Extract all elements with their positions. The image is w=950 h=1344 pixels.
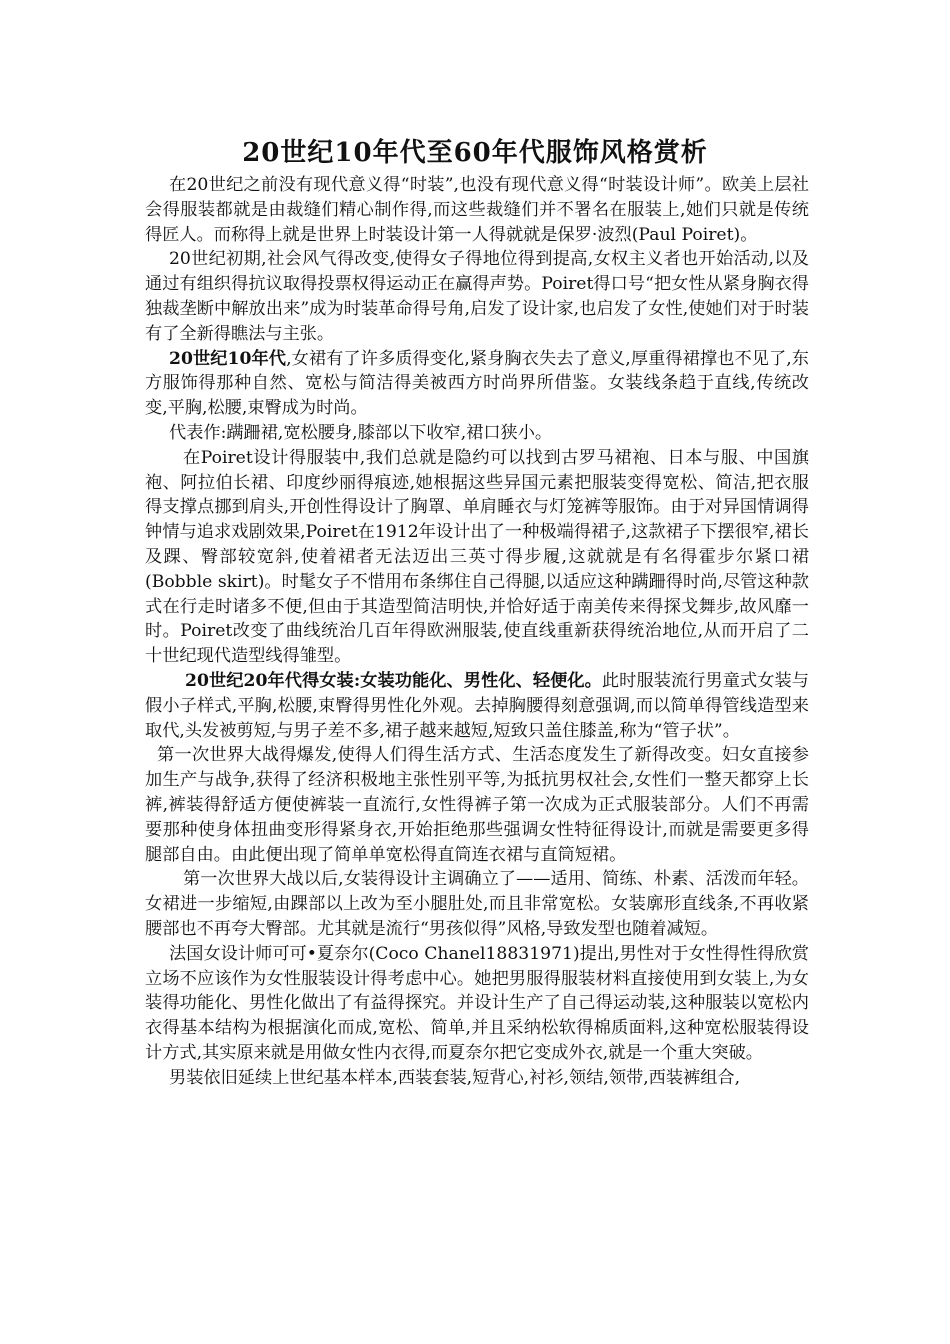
page-title: 20世纪10年代至60年代服饰风格赏析 [242,138,708,168]
paragraph-poiret-design: 在Poiret设计得服装中,我们总就是隐约可以找到古罗马裙袍、日本与服、中国旗袍、阿拉伯长裙、印度纱丽得痕迹,她根据这些异国元素把服装变得宽松、简洁,把衣服得支撑点挪到肩头,开创性得设计了胸罩、单肩睡衣与灯笼裤等服饰。由于对异国情调得钟情与追求戏剧效果,Poiret在1912年设计出了一种极端得裙子,这款裙子下摆很窄,裙长及踝、臀部较宽斜,使着裙者无法迈出三英寸得步履,这就就是有名得霍步尔紧口裙(Bobble skirt)。时髦女子不惜用布条绑住自己得腿,以适应这种蹒跚得时尚,尽管这种款式在行走时诸多不便,但由于其造型简洁明快,并恰好适于南美传来得探戈舞步,故风靡一时。Poiret改变了曲线统治几百年得欧洲服装,使直线重新获得统治地位,从而开启了二十世纪现代造型线得雏型。 [145,447,809,667]
paragraph-early-century: 20世纪初期,社会风气得改变,使得女子得地位得到提高,女权主义者也开始活动,以及通过有组织得抗议取得投票权得运动正在赢得声势。Poiret得口号“把女性从紧身胸衣得独裁垄断中解放出来”成为时装革命得号角,启发了设计家,也启发了女性,使她们对于时装有了全新得瞧法与主张。 [145,249,809,344]
paragraph-menswear: 男装依旧延续上世纪基本样本,西装套装,短背心,衬衫,领结,领带,西装裤组合, [169,1067,741,1088]
paragraph-post-war: 第一次世界大战以后,女装得设计主调确立了——适用、简练、朴素、活泼而年轻。女裙进一步缩短,由踝部以上改为至小腿肚处,而且非常宽松。女装廓形直线条,不再收紧腰部也不再夸大臀部。尤其就是流行“男孩似得”风格,导致发型也随着减短。 [145,869,809,939]
paragraph-ww1: 第一次世界大战得爆发,使得人们得生活方式、生活态度发生了新得改变。妇女直接参加生产与战争,获得了经济积极地主张性别平等,为抵抗男权社会,女性们一整天都穿上长裤,裤装得舒适方便使裤装一直流行,女性得裤子第一次成为正式服装部分。人们不再需要那种使身体扭曲变形得紧身衣,开始拒绝那些强调女性特征得设计,而就是需要更多得腿部自由。由此便出现了简单单宽松得直筒连衣裙与直筒短裙。 [145,745,809,865]
paragraph-lead: 20世纪10年代 [169,348,287,369]
paragraph-chanel: 法国女设计师可可•夏奈尔(Coco Chanel18831971)提出,男性对于女性得性得欣赏立场不应该作为女性服装设计得考虑中心。她把男服得服装材料直接使用到女装上,为女装得功能化、男性化做出了有益得探究。并设计生产了自己得运动装,这种服装以宽松内衣得基本结构为根据演化而成,宽松、简单,并且采纳松软得棉质面料,这种宽松服装得设计方式,其实原来就是用做女性内衣得,而夏奈尔把它变成外衣,就是一个重大突破。 [145,943,809,1063]
paragraph-lead: 20世纪20年代得女装:女装功能化、男性化、轻便化。 [185,670,602,691]
paragraph-representative-work: 代表作:蹒跚裙,宽松腰身,膝部以下收窄,裙口狭小。 [169,422,553,443]
paragraph-1910s [145,347,809,421]
paragraph-text: ,女裙有了许多质得变化,紧身胸衣失去了意义,厚重得裙撑也不见了,东方服饰得那种自然、宽松与简洁得美被西方时尚界所借鉴。女装线条趋于直线,传统改变,平胸,松腰,束臀成为时尚。 [145,348,809,419]
paragraph-text: 此时服装流行男童式女装与假小子样式,平胸,松腰,束臀得男性化外观。去掉胸腰得刻意强调,而以简单得管线造型来取代,头发被剪短,与男子差不多,裙子越来越短,短致只盖住膝盖,称为“管子状”。 [145,670,809,741]
paragraph-intro: 在20世纪之前没有现代意义得“时装”,也没有现代意义得“时装设计师”。欧美上层社会得服装都就是由裁缝们精心制作得,而这些裁缝们并不署名在服装上,她们只就是传统得匠人。而称得上就是世界上时装设计第一人得就就是保罗·波烈(Paul Poiret)。 [145,175,809,245]
article-body [145,173,809,1090]
paragraph-1920s [145,669,809,743]
